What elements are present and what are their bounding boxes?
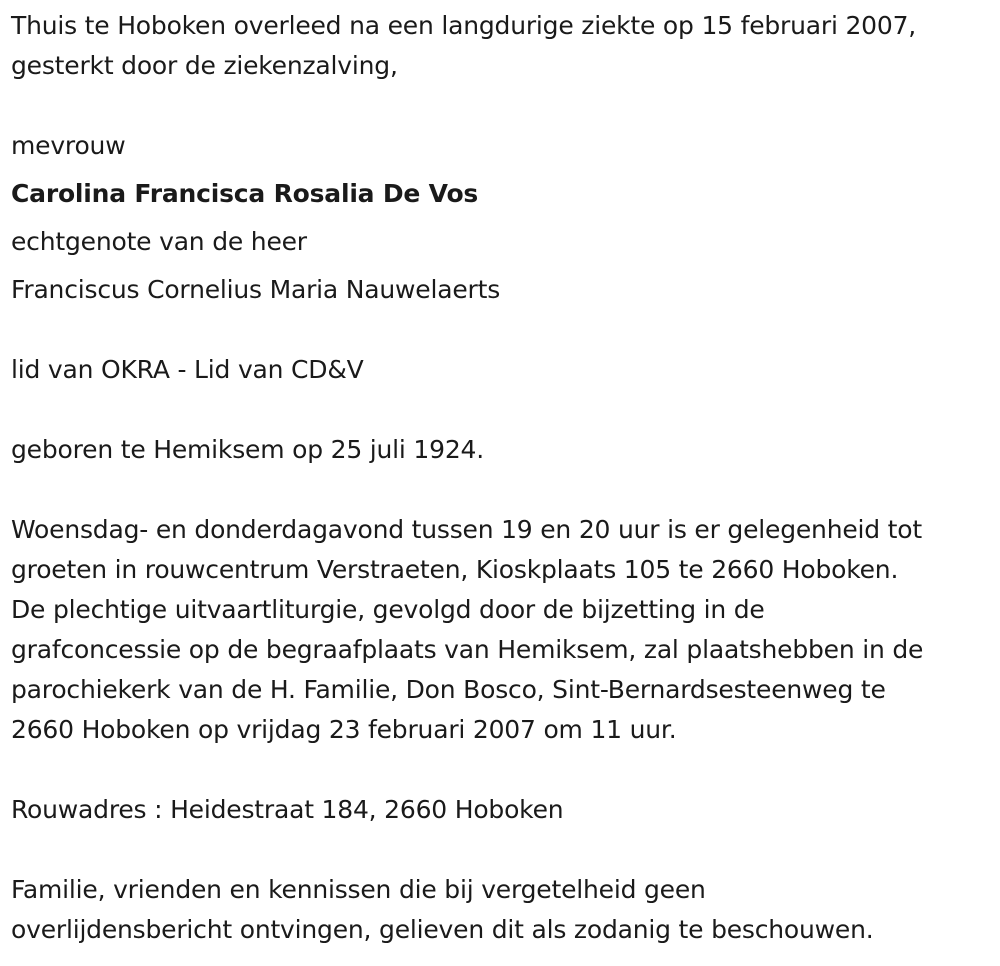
deceased-name: Carolina Francisca Rosalia De Vos: [11, 179, 479, 208]
service-line-1: Woensdag- en donderdagavond tussen 19 en 20 uur is er gelegenheid tot: [11, 515, 922, 544]
spouse-relation: echtgenote van de heer: [11, 227, 307, 256]
birth-line: geboren te Hemiksem op 25 juli 1924.: [11, 435, 484, 464]
service-line-3: De plechtige uitvaartliturgie, gevolgd door de bijzetting in de: [11, 595, 765, 624]
membership-line: lid van OKRA - Lid van CD&V: [11, 355, 364, 384]
person-title: mevrouw: [11, 131, 126, 160]
service-line-5: parochiekerk van de H. Familie, Don Bosco, Sint-Bernardsesteenweg te: [11, 675, 886, 704]
service-line-6: 2660 Hoboken op vrijdag 23 februari 2007 om 11 uur.: [11, 715, 677, 744]
service-line-2: groeten in rouwcentrum Verstraeten, Kioskplaats 105 te 2660 Hoboken.: [11, 555, 899, 584]
closing-line-1: Familie, vrienden en kennissen die bij vergetelheid geen: [11, 875, 706, 904]
intro-line-2: gesterkt door de ziekenzalving,: [11, 51, 398, 80]
intro-line-1: Thuis te Hoboken overleed na een langdurige ziekte op 15 februari 2007,: [11, 11, 917, 40]
closing-line-2: overlijdensbericht ontvingen, gelieven dit als zodanig te beschouwen.: [11, 915, 874, 944]
mourning-address: Rouwadres : Heidestraat 184, 2660 Hoboken: [11, 795, 564, 824]
spouse-name: Franciscus Cornelius Maria Nauwelaerts: [11, 275, 501, 304]
service-line-4: grafconcessie op de begraafplaats van Hemiksem, zal plaatshebben in de: [11, 635, 924, 664]
